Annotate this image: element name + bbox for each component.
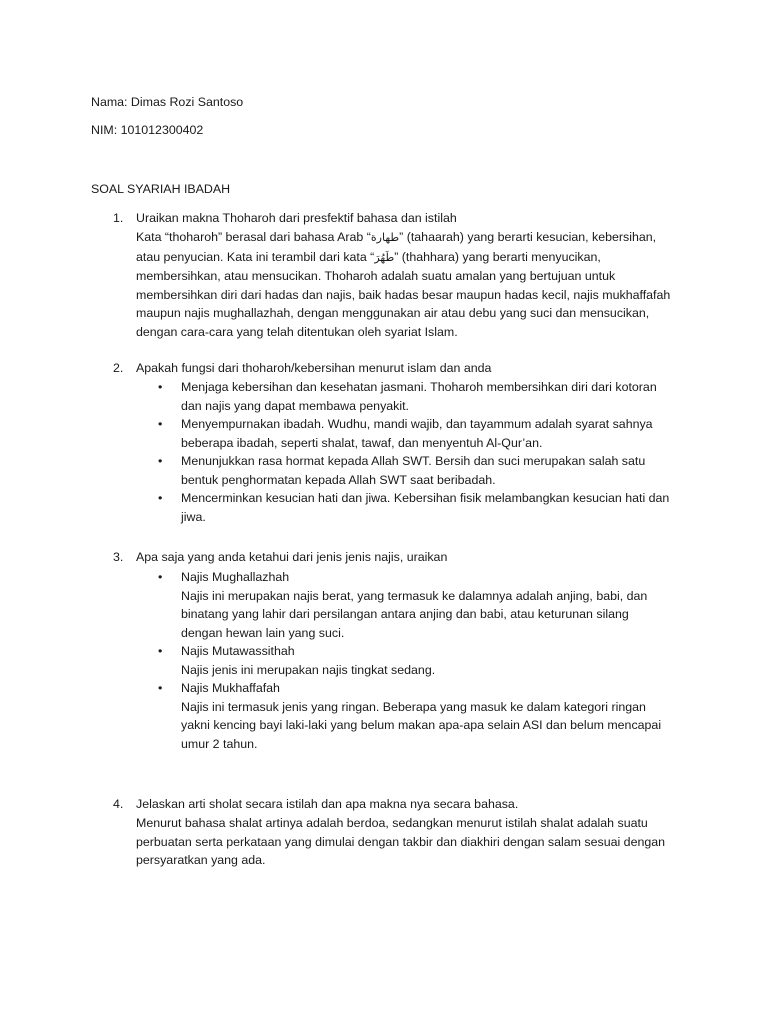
q3-question: Apa saja yang anda ketahui dari jenis jenis najis, uraikan <box>136 550 448 564</box>
q4-answer-line: Menurut bahasa shalat artinya adalah berdoa, sedangkan menurut istilah shalat adalah suatu <box>136 816 648 830</box>
bullet-text: dengan hewan lain yang suci. <box>181 625 345 640</box>
q4-question: Jelaskan arti sholat secara istilah dan apa makna nya secara bahasa. <box>136 797 519 811</box>
student-name: Nama: Dimas Rozi Santoso <box>91 95 244 109</box>
bullet-icon: • <box>158 570 163 584</box>
bullet-text: binatang yang lahir dari persilangan antara anjing dan babi, atau keturunan silang <box>181 607 629 621</box>
bullet-icon: • <box>158 380 163 394</box>
q4-answer-line: perbuatan serta perkataan yang dimulai dengan takbir dan diakhiri dengan salam sesuai dengan <box>136 834 666 849</box>
bullet-text: bentuk penghormatan kepada Allah SWT saat beribadah. <box>181 472 496 487</box>
q2-question: Apakah fungsi dari thoharoh/kebersihan menurut islam dan anda <box>136 361 492 375</box>
bullet-text: Menunjukkan rasa hormat kepada Allah SWT. Bersih dan suci merupakan salah satu <box>181 454 646 468</box>
list-item <box>136 489 696 526</box>
q1-answer-line: membersihkan, atau mensucikan. Thoharoh adalah suatu amalan yang bertujuan untuk <box>136 269 616 283</box>
bullet-icon: • <box>158 417 163 431</box>
bullet-text: Menjaga kebersihan dan kesehatan jasmani. Thoharoh membersihkan diri dari kotoran <box>181 380 657 394</box>
bullet-text: Menyempurnakan ibadah. Wudhu, mandi wajib, dan tayammum adalah syarat sahnya <box>181 417 653 431</box>
q1-answer-line: dengan cara-cara yang telah ditentukan oleh syariat Islam. <box>136 324 458 339</box>
najis-type-title: Najis Mutawassithah <box>181 644 295 658</box>
q3-bullet-list <box>136 568 696 753</box>
bullet-icon: • <box>158 454 163 468</box>
najis-type-title: Najis Mukhaffafah <box>181 681 280 695</box>
q1-answer-line: Kata “thoharoh” berasal dari bahasa Arab “طهارة” (tahaarah) yang berarti kesucian, kebersihan, <box>136 230 657 244</box>
student-nim: NIM: 101012300402 <box>91 123 204 137</box>
bullet-text: jiwa. <box>181 509 206 524</box>
bullet-text: umur 2 tahun. <box>181 736 258 751</box>
q1-question: Uraikan makna Thoharoh dari presfektif bahasa dan istilah <box>136 211 457 225</box>
list-item <box>136 568 696 642</box>
q1-number: 1. <box>113 211 124 225</box>
bullet-text: Najis jenis ini merupakan najis tingkat sedang. <box>181 662 436 677</box>
q2-number: 2. <box>113 361 124 375</box>
bullet-text: Najis ini termasuk jenis yang ringan. Beberapa yang masuk ke dalam kategori ringan <box>181 699 646 714</box>
q2-bullet-list <box>136 378 696 526</box>
q4-answer <box>136 814 696 870</box>
bullet-text: beberapa ibadah, seperti shalat, tawaf, dan menyentuh Al-Qur’an. <box>181 435 543 450</box>
bullet-text: dan najis yang dapat membawa penyakit. <box>181 398 409 413</box>
bullet-text: Najis ini merupakan najis berat, yang termasuk ke dalamnya adalah anjing, babi, dan <box>181 588 648 603</box>
q1-answer-line: maupun najis mughallazhah, dengan menggunakan air atau debu yang suci dan mensucikan, <box>136 306 650 320</box>
bullet-text: yakni kencing bayi laki-laki yang belum makan apa-apa selain ASI dan belum mencapai <box>181 718 662 732</box>
q4-answer-line: persyaratkan yang ada. <box>136 853 266 867</box>
q1-answer-line: membersihkan diri dari hadas dan najis, baik hadas besar maupun hadas kecil, najis mukhaffafah <box>136 287 671 302</box>
q1-answer-line: atau penyucian. Kata ini terambil dari kata “طَهُرَ” (thahhara) yang berarti menyucikan, <box>136 249 601 264</box>
list-item <box>136 415 696 452</box>
list-item <box>136 452 696 489</box>
q1-answer <box>136 228 696 341</box>
bullet-icon: • <box>158 644 163 658</box>
q4-number: 4. <box>113 797 124 811</box>
najis-type-title: Najis Mughallazhah <box>181 570 290 584</box>
list-item <box>136 642 696 679</box>
list-item <box>136 679 696 753</box>
bullet-text: Mencerminkan kesucian hati dan jiwa. Kebersihan fisik melambangkan kesucian hati dan <box>181 491 670 505</box>
list-item <box>136 378 696 415</box>
bullet-icon: • <box>158 681 163 695</box>
document-title: SOAL SYARIAH IBADAH <box>91 182 231 196</box>
q3-number: 3. <box>113 550 124 564</box>
bullet-icon: • <box>158 491 163 505</box>
